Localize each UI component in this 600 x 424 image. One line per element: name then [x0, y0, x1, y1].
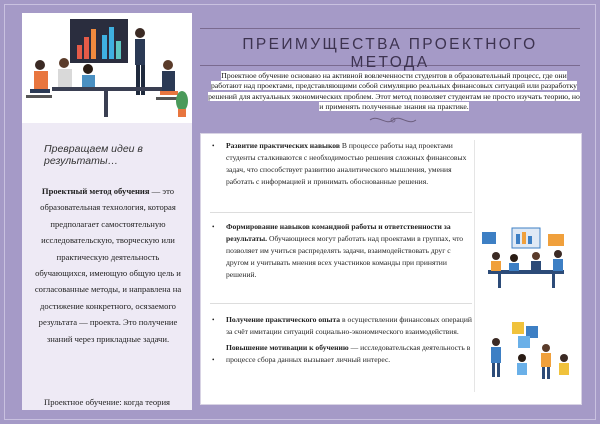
advantage-item-teamwork: [210, 221, 472, 291]
advantage-term: Получение практического опыта: [226, 315, 341, 324]
advantage-term: Развитие практических навыков: [226, 141, 340, 150]
advantage-text: — исследовательская деятельность в процессе сбора данных вызывает личный интерес.: [226, 343, 471, 364]
tagline: Превращаем идеи в результаты…: [44, 143, 143, 167]
advantage-term: Формирование навыков командной работы и ответственности за результаты.: [226, 222, 451, 243]
advantage-item-experience: [210, 314, 472, 380]
bullet-icon: •: [212, 356, 215, 364]
people-puzzle-illustration: [482, 318, 574, 382]
intro-text: Проектное обучение основано на активной вовлеченности студентов в образовательный процесс, где они работают над проектами, представляющими собой симуляцию реальных финансовых ситуаций или разработку решений для актуальных экономических проблем. Этот метод позволяет студентам не просто изучать теорию, но и применять полученные знания на практике.: [208, 71, 580, 111]
advantage-text: в осуществлении финансовых операций за счёт имитации ситуаций социально-экономического взаимодействия.: [226, 315, 472, 336]
page-title: ПРЕИМУЩЕСТВА ПРОЕКТНОГО МЕТОДА: [242, 36, 538, 71]
ornament-flourish: [368, 113, 418, 127]
advantage-item-practical: [210, 140, 472, 206]
method-definition: — это образовательная технология, которая предполагает самостоятельную исследовательскую, творческую или практическую деятельность обучающихся, имеющую общую цель и согласованные методы, и направлена на достижение конкретного, осязаемого результата — проекта. Это получение знаний через прикладные задачи.: [34, 186, 182, 344]
title-band: [200, 28, 580, 71]
method-term: Проектный метод обучения: [41, 186, 150, 196]
method-description: [30, 183, 186, 347]
divider: [210, 212, 472, 213]
divider: [210, 303, 472, 304]
bullet-icon: •: [212, 142, 215, 150]
left-column: [22, 13, 192, 410]
bullet-icon: •: [212, 316, 215, 324]
intro-paragraph: [206, 71, 582, 112]
left-description-area: [22, 123, 192, 410]
advantage-text: В процессе работы над проектами студенты сталкиваются с необходимостью решения сложных финансовых задач, что способствует развитию аналитического мышления, умения работать с информацией и принимать обоснованные решения.: [226, 141, 467, 186]
left-footer-text: Проектное обучение: когда теория: [43, 397, 170, 407]
bullet-icon: •: [212, 223, 215, 231]
team-brainstorm-illustration: [478, 226, 574, 292]
advantage-text: Обучающиеся могут работать над проектами в группах, что позволяет им учиться распределять задачи, взаимодействовать друг с другом и учитывать мнения всех участников команды при принятии решений.: [226, 234, 464, 279]
team-meeting-illustration: [22, 13, 192, 123]
panel-divider: [474, 140, 475, 392]
advantage-term: Повышение мотивации к обучению: [226, 343, 349, 352]
